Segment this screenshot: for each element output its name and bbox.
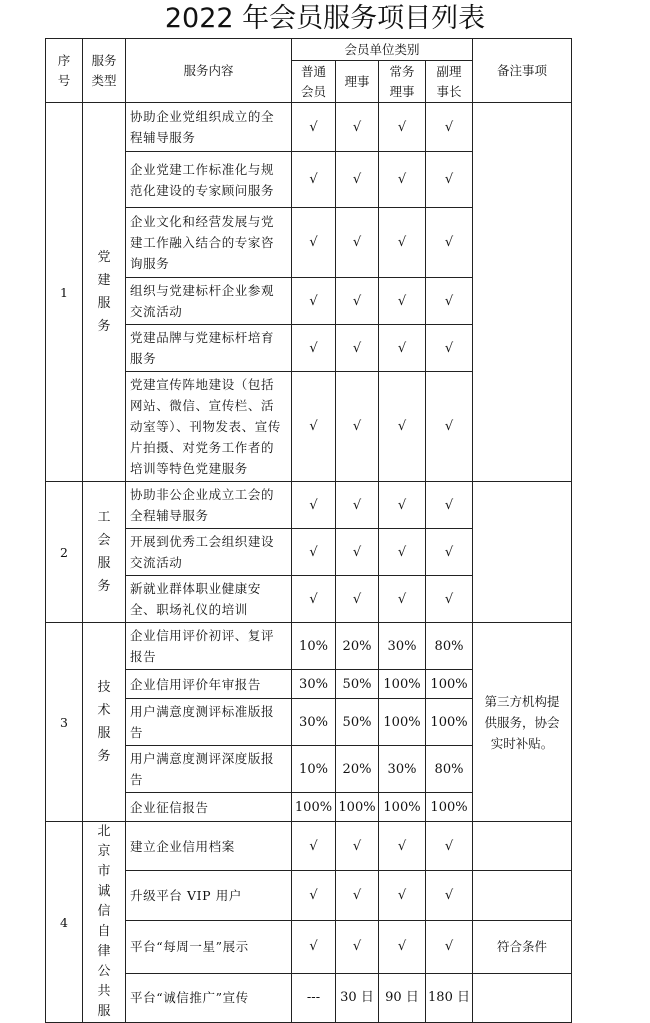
member-value: 30% <box>379 746 426 793</box>
member-value: √ <box>336 576 379 623</box>
member-value: √ <box>379 103 426 152</box>
service-content: 企业党建工作标准化与规范化建设的专家顾问服务 <box>126 152 292 208</box>
service-content: 开展到优秀工会组织建设交流活动 <box>126 529 292 576</box>
member-value: √ <box>292 576 336 623</box>
member-value: √ <box>336 482 379 529</box>
member-value: √ <box>379 372 426 482</box>
member-value: √ <box>336 372 379 482</box>
member-value: √ <box>426 822 473 871</box>
member-value: 20% <box>336 623 379 670</box>
member-value: √ <box>336 278 379 325</box>
service-content: 企业信用评价年审报告 <box>126 670 292 699</box>
service-content: 用户满意度测评深度版报告 <box>126 746 292 793</box>
member-value: 20% <box>336 746 379 793</box>
service-content: 平台“诚信推广”宣传 <box>126 973 292 1022</box>
member-value: √ <box>292 920 336 973</box>
table-row <box>46 822 572 871</box>
member-value: √ <box>336 871 379 920</box>
remark: 符合条件 <box>473 920 572 973</box>
service-content: 党建品牌与党建标杆培育服务 <box>126 325 292 372</box>
member-value: √ <box>379 920 426 973</box>
page-title: 2022 年会员服务项目列表 <box>164 3 486 34</box>
header-ordinary: 普通会员 <box>292 61 336 103</box>
service-table <box>45 38 572 1023</box>
member-value: 30% <box>379 623 426 670</box>
member-value: 100% <box>426 699 473 746</box>
member-value: √ <box>379 152 426 208</box>
member-value: √ <box>292 529 336 576</box>
header-director: 理事 <box>336 61 379 103</box>
member-value: √ <box>426 920 473 973</box>
section-number: 1 <box>46 103 83 482</box>
member-value: 90 日 <box>379 973 426 1022</box>
member-value: √ <box>426 576 473 623</box>
section-number: 4 <box>46 822 83 1023</box>
service-content: 协助非公企业成立工会的全程辅导服务 <box>126 482 292 529</box>
service-content: 建立企业信用档案 <box>126 822 292 871</box>
service-content: 党建宣传阵地建设（包括网站、微信、宣传栏、活动室等）、刊物发表、宣传片拍摄、对党务工作者的培训等特色党建服务 <box>126 372 292 482</box>
service-content: 企业信用评价初评、复评报告 <box>126 623 292 670</box>
service-type: 工会服务 <box>83 482 126 623</box>
member-value: 100% <box>426 670 473 699</box>
header-content: 服务内容 <box>126 39 292 103</box>
member-value: 10% <box>292 746 336 793</box>
section-number: 3 <box>46 623 83 822</box>
member-value: 80% <box>426 746 473 793</box>
section-number: 2 <box>46 482 83 623</box>
member-value: 50% <box>336 699 379 746</box>
member-value: √ <box>292 152 336 208</box>
member-value: 30 日 <box>336 973 379 1022</box>
service-type: 技术服务 <box>83 623 126 822</box>
member-value: √ <box>292 482 336 529</box>
remark <box>473 482 572 623</box>
table-row <box>46 623 572 670</box>
table-row <box>46 482 572 529</box>
member-value: √ <box>379 576 426 623</box>
service-type: 北京市诚信自律公共服 <box>83 822 126 1023</box>
member-value: 100% <box>426 793 473 822</box>
member-value: √ <box>426 208 473 278</box>
member-value: √ <box>336 822 379 871</box>
member-value: √ <box>292 278 336 325</box>
member-value: √ <box>292 822 336 871</box>
member-value: √ <box>379 482 426 529</box>
service-content: 用户满意度测评标准版报告 <box>126 699 292 746</box>
member-value: √ <box>336 152 379 208</box>
member-value: 180 日 <box>426 973 473 1022</box>
member-value: √ <box>379 278 426 325</box>
service-content: 企业文化和经营发展与党建工作融入结合的专家咨询服务 <box>126 208 292 278</box>
member-value: √ <box>336 103 379 152</box>
table-row <box>46 103 572 152</box>
remark <box>473 973 572 1022</box>
member-value: √ <box>426 871 473 920</box>
header-no: 序号 <box>46 39 83 103</box>
service-type: 党建服务 <box>83 103 126 482</box>
header-remarks: 备注事项 <box>473 39 572 103</box>
member-value: --- <box>292 973 336 1022</box>
remark: 第三方机构提供服务，协会实时补贴。 <box>473 623 572 822</box>
member-value: √ <box>336 208 379 278</box>
service-content: 企业征信报告 <box>126 793 292 822</box>
member-value: 80% <box>426 623 473 670</box>
member-value: √ <box>292 103 336 152</box>
member-value: 50% <box>336 670 379 699</box>
member-value: √ <box>426 482 473 529</box>
member-value: √ <box>336 325 379 372</box>
member-value: 100% <box>379 670 426 699</box>
header-type: 服务类型 <box>83 39 126 103</box>
member-value: √ <box>426 529 473 576</box>
member-value: 100% <box>292 793 336 822</box>
member-value: √ <box>426 103 473 152</box>
member-value: √ <box>426 152 473 208</box>
header-vice-president: 副理事长 <box>426 61 473 103</box>
service-content: 升级平台 VIP 用户 <box>126 871 292 920</box>
member-value: √ <box>292 871 336 920</box>
member-value: √ <box>292 325 336 372</box>
remark <box>473 103 572 482</box>
member-value: √ <box>379 208 426 278</box>
remark <box>473 871 572 920</box>
member-value: √ <box>336 529 379 576</box>
member-value: √ <box>379 529 426 576</box>
member-value: √ <box>426 278 473 325</box>
service-content: 组织与党建标杆企业参观交流活动 <box>126 278 292 325</box>
member-value: 100% <box>336 793 379 822</box>
header-executive: 常务理事 <box>379 61 426 103</box>
member-value: √ <box>379 325 426 372</box>
member-value: √ <box>292 372 336 482</box>
member-value: √ <box>336 920 379 973</box>
member-value: √ <box>379 871 426 920</box>
member-value: √ <box>426 325 473 372</box>
member-value: 10% <box>292 623 336 670</box>
remark <box>473 822 572 871</box>
service-content: 协助企业党组织成立的全程辅导服务 <box>126 103 292 152</box>
member-value: √ <box>379 822 426 871</box>
member-value: √ <box>292 208 336 278</box>
member-value: 100% <box>379 793 426 822</box>
member-value: 30% <box>292 670 336 699</box>
member-value: 30% <box>292 699 336 746</box>
service-content: 新就业群体职业健康安全、职场礼仪的培训 <box>126 576 292 623</box>
member-value: 100% <box>379 699 426 746</box>
service-content: 平台“每周一星”展示 <box>126 920 292 973</box>
header-member-group: 会员单位类别 <box>292 39 473 61</box>
member-value: √ <box>426 372 473 482</box>
